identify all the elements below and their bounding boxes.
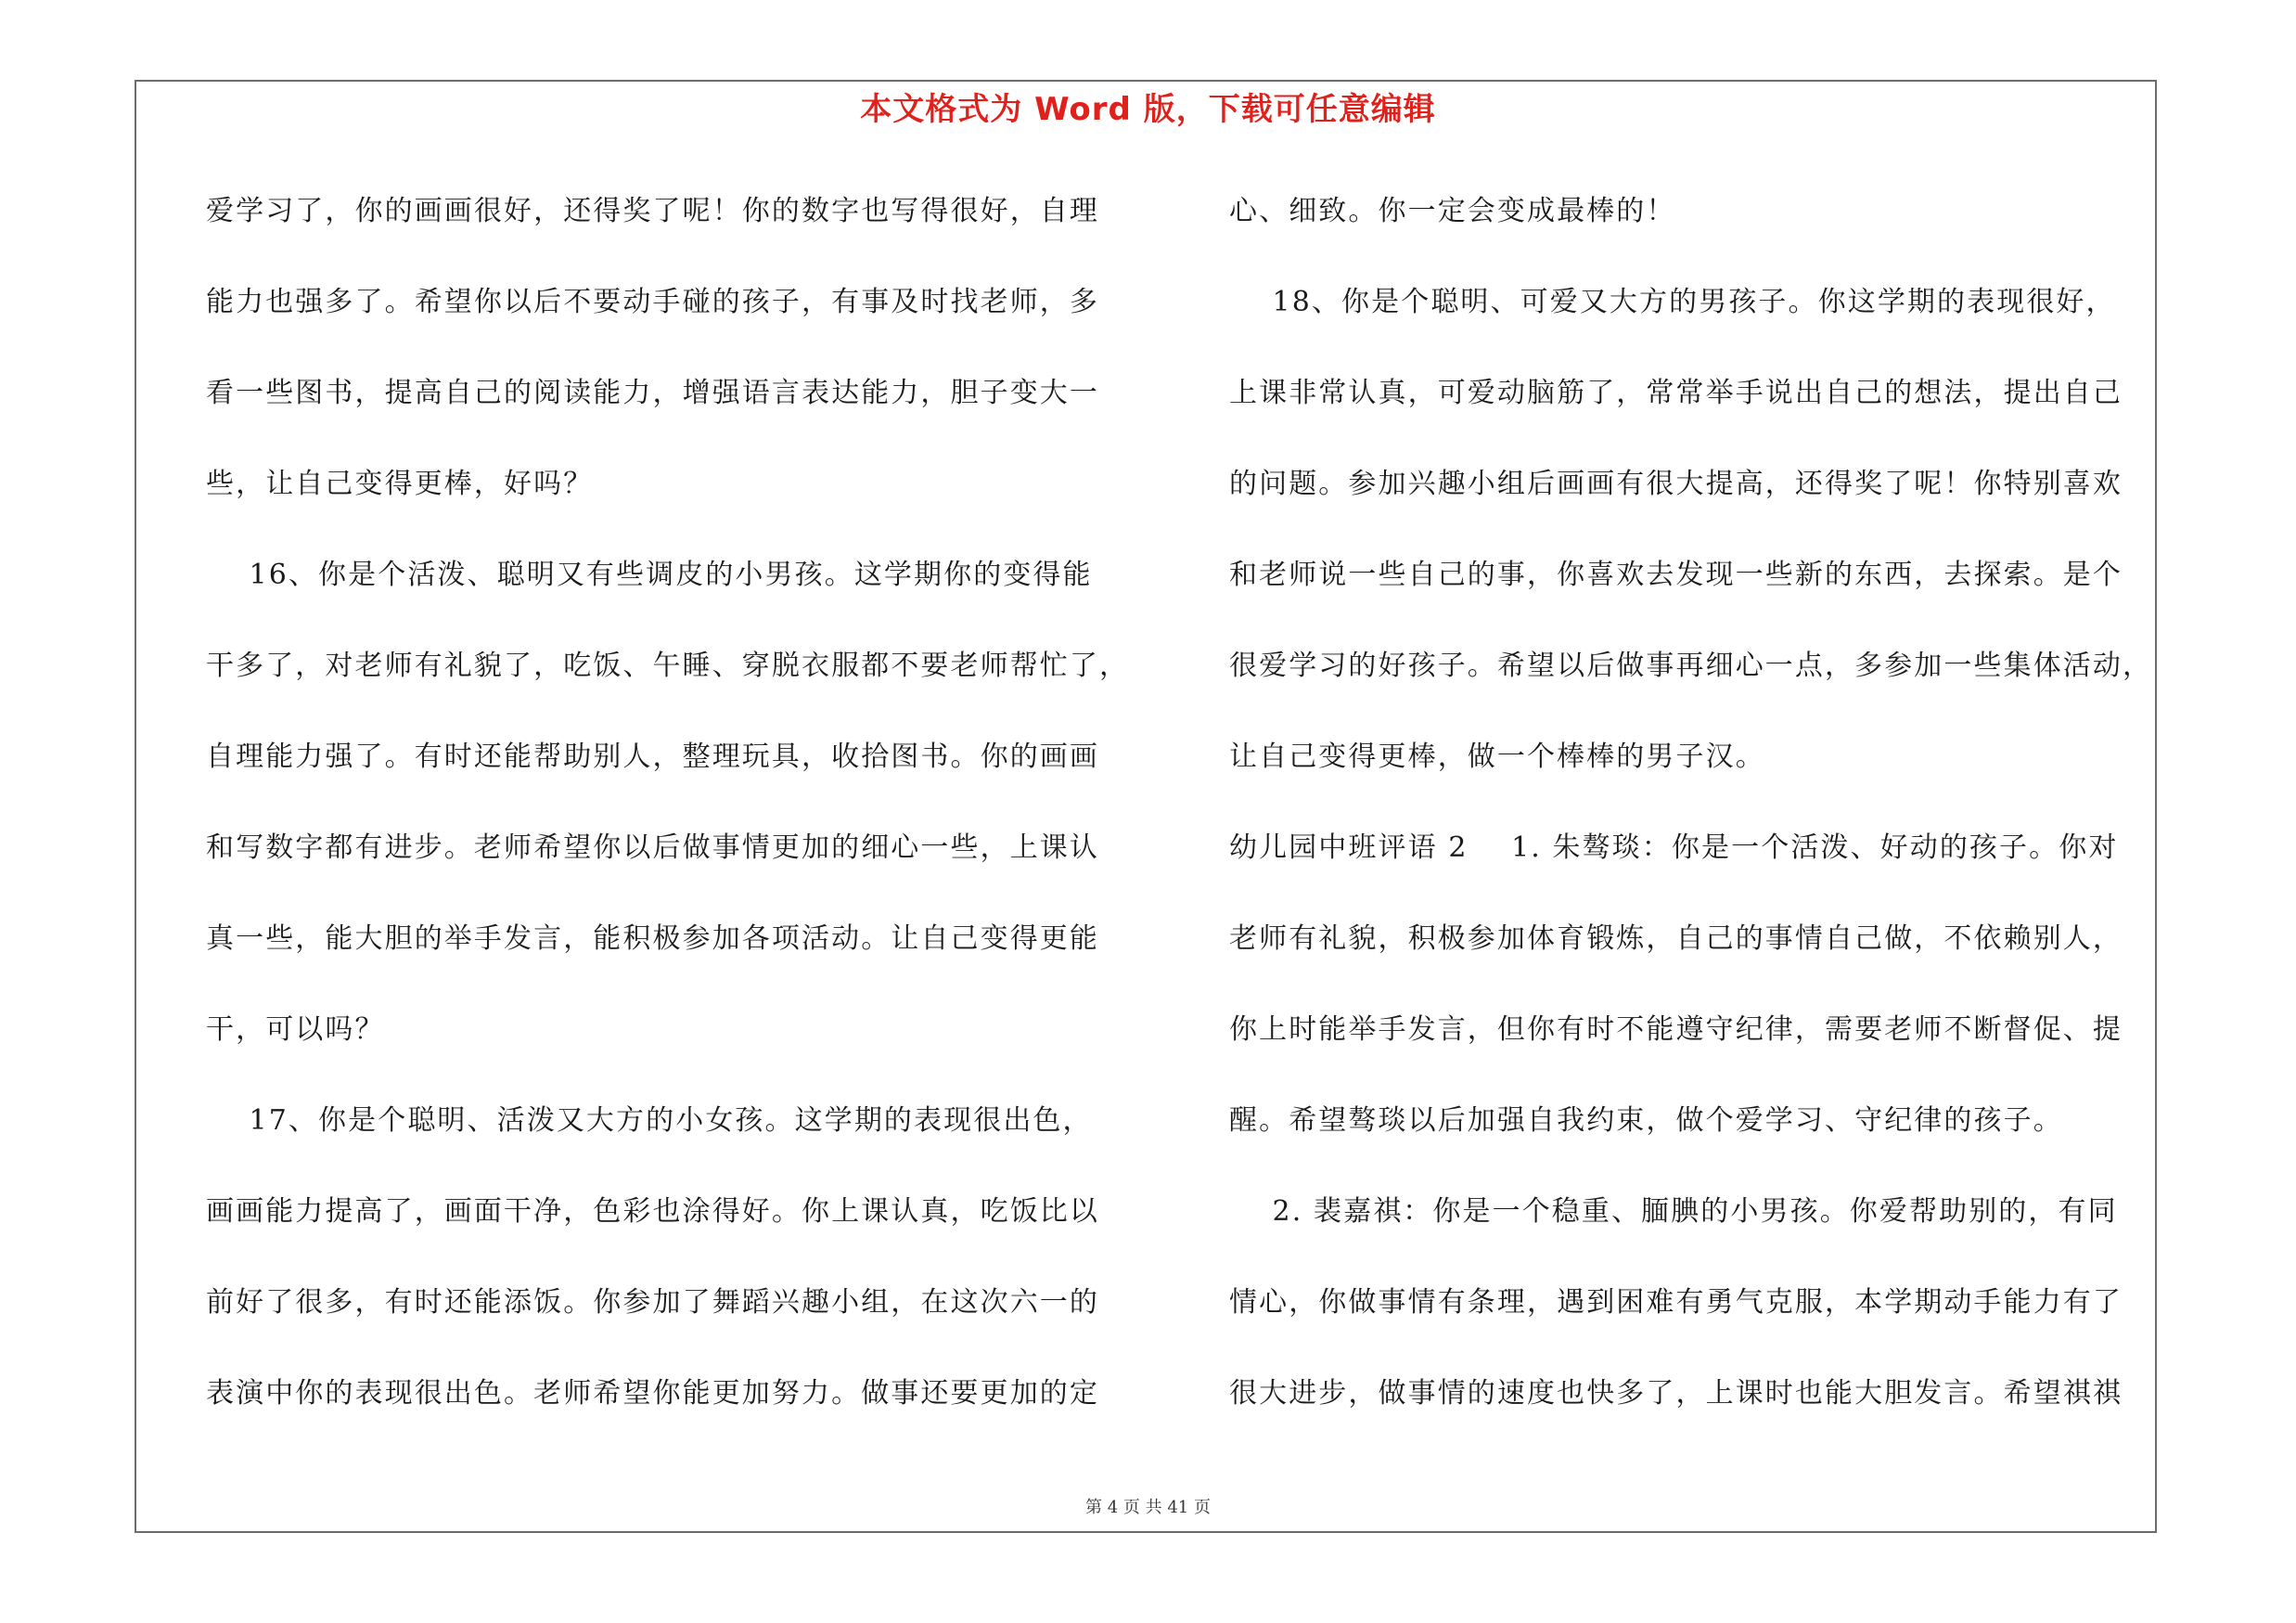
text-line: 干，可以吗？ [206, 1013, 385, 1046]
page-number-footer: 第 4 页 共 41 页 [1085, 1498, 1211, 1517]
text-line: 上课非常认真，可爱动脑筋了，常常举手说出自己的想法，提出自己 [1229, 377, 2123, 409]
text-line: 很大进步，做事情的速度也快多了，上课时也能大胆发言。希望祺祺 [1229, 1377, 2123, 1410]
text-line: 很爱学习的好孩子。希望以后做事再细心一点，多参加一些集体活动， [1229, 650, 2153, 682]
text-line: 幼儿园中班评语 2 1. 朱骜琰：你是一个活泼、好动的孩子。你对 [1229, 831, 2119, 864]
text-line: 画画能力提高了，画面干净，色彩也涂得好。你上课认真，吃饭比以 [206, 1195, 1099, 1228]
format-banner: 本文格式为 Word 版，下载可任意编辑 [860, 91, 1436, 128]
text-line: 真一些，能大胆的举手发言，能积极参加各项活动。让自己变得更能 [206, 922, 1099, 955]
text-line: 2. 裴嘉祺：你是一个稳重、腼腆的小男孩。你爱帮助别的，有同 [1229, 1195, 2118, 1228]
text-line: 16、你是个活泼、聪明又有些调皮的小男孩。这学期你的变得能 [206, 559, 1093, 591]
text-line: 表演中你的表现很出色。老师希望你能更加努力。做事还要更加的定 [206, 1377, 1099, 1410]
text-line: 的问题。参加兴趣小组后画画有很大提高，还得奖了呢！你特别喜欢 [1229, 468, 2123, 500]
text-line: 自理能力强了。有时还能帮助别人，整理玩具，收拾图书。你的画画 [206, 741, 1099, 773]
text-line: 心、细致。你一定会变成最棒的！ [1229, 195, 1676, 227]
text-line: 你上时能举手发言，但你有时不能遵守纪律，需要老师不断督促、提 [1229, 1013, 2123, 1046]
text-line: 17、你是个聪明、活泼又大方的小女孩。这学期的表现很出色， [206, 1104, 1093, 1137]
text-line: 能力也强多了。希望你以后不要动手碰的孩子，有事及时找老师，多 [206, 286, 1099, 318]
text-line: 看一些图书，提高自己的阅读能力，增强语言表达能力，胆子变大一 [206, 377, 1099, 409]
text-line: 和写数字都有进步。老师希望你以后做事情更加的细心一些，上课认 [206, 831, 1099, 864]
text-line: 些，让自己变得更棒，好吗？ [206, 468, 594, 500]
text-line: 干多了，对老师有礼貌了，吃饭、午睡、穿脱衣服都不要老师帮忙了， [206, 650, 1130, 682]
text-line: 老师有礼貌，积极参加体育锻炼，自己的事情自己做，不依赖别人， [1229, 922, 2123, 955]
text-line: 醒。希望骜琰以后加强自我约束，做个爱学习、守纪律的孩子。 [1229, 1104, 2063, 1137]
text-line: 和老师说一些自己的事，你喜欢去发现一些新的东西，去探索。是个 [1229, 559, 2123, 591]
text-line: 爱学习了，你的画画很好，还得奖了呢！你的数字也写得很好，自理 [206, 195, 1099, 227]
text-line: 前好了很多，有时还能添饭。你参加了舞蹈兴趣小组，在这次六一的 [206, 1286, 1099, 1319]
text-line: 让自己变得更棒，做一个棒棒的男子汉。 [1229, 741, 1765, 773]
text-line: 18、你是个聪明、可爱又大方的男孩子。你这学期的表现很好， [1229, 286, 2116, 318]
text-line: 情心，你做事情有条理，遇到困难有勇气克服，本学期动手能力有了 [1229, 1286, 2123, 1319]
